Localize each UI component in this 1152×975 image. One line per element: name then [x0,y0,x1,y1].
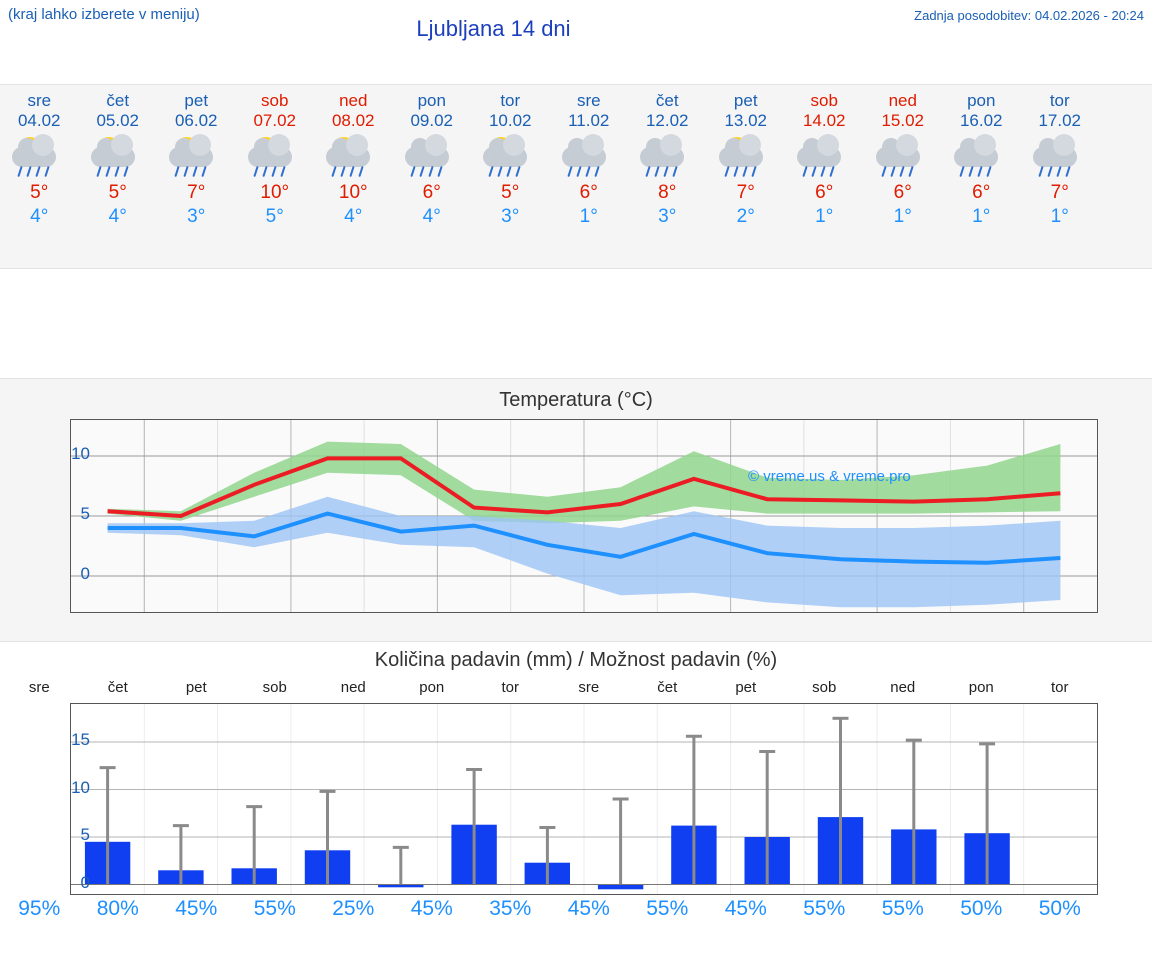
sun-cloud-rain-icon [707,133,786,181]
day-date: 07.02 [253,111,297,130]
temp-max-value: 6° [815,182,834,203]
precipitation-probability-value: 55% [803,897,846,920]
temp-max-value: 7° [736,182,755,203]
temp-min-value: 3° [658,206,677,227]
precipitation-y-tick-label: 0 [80,872,90,892]
daily-forecast-column [942,85,1021,268]
day-date: 12.02 [645,111,689,130]
day-date: 05.02 [96,111,140,130]
precipitation-probability-value: 95% [18,897,61,920]
daily-forecast-column [314,85,393,268]
day-date: 11.02 [568,111,610,130]
temp-min-value: 1° [1050,206,1069,227]
precipitation-day-label: ned [890,679,916,696]
page-title: Ljubljana 14 dni [416,16,571,41]
temp-max-value: 8° [658,182,677,203]
temp-max-value: 6° [972,182,991,203]
precipitation-day-label: pet [185,679,207,696]
temp-max-value: 7° [187,182,206,203]
day-date: 06.02 [174,111,218,130]
precipitation-y-tick-label: 5 [80,825,90,844]
day-name: pet [184,91,209,110]
temp-min-value: 5° [265,206,284,227]
day-date: 08.02 [331,111,375,130]
day-date: 17.02 [1038,111,1082,130]
precipitation-day-label: sob [812,679,837,696]
precipitation-day-label: sre [578,679,600,696]
temp-max-value: 7° [1050,182,1069,203]
day-date: 15.02 [881,111,925,130]
daily-forecast-column [864,85,943,268]
temperature-y-tick-label: 5 [80,504,90,523]
sun-cloud-rain-icon [157,133,236,181]
precipitation-probability-value: 55% [646,897,689,920]
daily-forecast-column [0,85,79,268]
daily-forecast-column [628,85,707,268]
precipitation-probability-value: 55% [253,897,296,920]
precipitation-y-tick-label: 15 [71,730,90,749]
sun-cloud-rain-icon [236,133,315,181]
temp-min-value: 1° [579,206,598,227]
last-update-label: Zadnja posodobitev: 04.02.2026 - 20:24 [914,8,1144,23]
temperature-chart [0,378,1152,642]
day-date: 13.02 [724,111,768,130]
header-bar [0,0,1152,80]
temperature-plot-area [70,419,1098,613]
temp-max-value: 10° [338,182,368,203]
cloud-rain-icon [393,133,472,181]
temp-min-value: 3° [187,206,206,227]
precipitation-probability-value: 35% [489,897,532,920]
temp-min-value: 4° [422,206,441,227]
cloud-rain-icon [1021,133,1100,181]
precipitation-day-label: tor [1050,679,1069,696]
daily-forecast-column [157,85,236,268]
sun-cloud-rain-icon [0,133,79,181]
cloud-rain-icon [785,133,864,181]
day-name: sre [27,91,52,110]
precipitation-probability-value: 45% [567,897,610,920]
daily-forecast-column [1021,85,1100,268]
cloud-rain-icon [550,133,629,181]
precipitation-day-label: tor [501,679,519,696]
temp-min-value: 1° [815,206,834,227]
watermark-label: © vreme.us & vreme.pro [748,468,911,485]
precipitation-probability-value: 45% [175,897,218,920]
menu-hint: (kraj lahko izberete v meniju) [8,6,200,23]
day-name: sre [576,91,601,110]
precipitation-probability-value: 55% [881,897,924,920]
day-name: ned [888,91,917,110]
temp-max-value: 5° [108,182,127,203]
temp-min-value: 1° [972,206,991,227]
precipitation-day-label: pon [968,679,994,696]
sun-cloud-rain-icon [314,133,393,181]
daily-forecast-column [393,85,472,268]
day-name: sob [261,91,289,110]
daily-forecast-strip [0,84,1152,269]
temp-min-value: 4° [30,206,49,227]
precipitation-probability-value: 45% [410,897,453,920]
daily-forecast-column [79,85,158,268]
day-name: pon [967,91,996,110]
day-name: pet [733,91,758,110]
daily-forecast-column [236,85,315,268]
daily-forecast-column [550,85,629,268]
precipitation-plot-area [70,703,1098,895]
temperature-y-tick-label: 0 [80,564,90,583]
precipitation-day-label: čet [107,679,128,696]
temp-max-value: 5° [501,182,520,203]
precipitation-day-label: pon [419,679,445,696]
day-date: 09.02 [410,111,454,130]
daily-forecast-column [785,85,864,268]
precipitation-chart-title: Količina padavin (mm) / Možnost padavin (%) [374,649,778,671]
precipitation-probability-value: 80% [96,897,139,920]
precipitation-y-tick-label: 10 [71,777,90,797]
temp-max-value: 6° [893,182,912,203]
precipitation-probability-value: 50% [960,897,1003,920]
sun-cloud-rain-icon [471,133,550,181]
day-name: čet [106,91,130,110]
temperature-chart-title: Temperatura (°C) [499,389,653,411]
cloud-rain-icon [864,133,943,181]
sun-cloud-rain-icon [79,133,158,181]
precipitation-probability-value: 25% [332,897,375,920]
temp-min-value: 3° [501,206,520,227]
daily-forecast-column [707,85,786,268]
temperature-y-tick-label: 10 [71,444,90,463]
temp-max-value: 6° [422,182,441,203]
daily-forecast-column [471,85,550,268]
cloud-rain-icon [628,133,707,181]
precipitation-day-labels [0,679,1152,701]
day-name: ned [339,91,368,110]
precipitation-probability-value: 45% [724,897,767,920]
precipitation-chart [0,645,1152,975]
day-name: tor [1049,91,1070,110]
temp-max-value: 10° [260,182,290,203]
precipitation-day-label: pet [735,679,757,696]
precipitation-day-label: čet [657,679,678,696]
day-date: 14.02 [802,111,846,130]
day-name: sob [810,91,838,110]
day-name: tor [500,91,521,110]
cloud-rain-icon [942,133,1021,181]
temp-min-value: 1° [893,206,912,227]
day-date: 16.02 [959,111,1003,130]
precipitation-probability-value: 50% [1038,897,1081,920]
temp-min-value: 4° [344,206,363,227]
temp-min-value: 2° [736,206,755,227]
day-name: pon [417,91,446,110]
precipitation-day-label: sob [262,679,287,696]
day-date: 04.02 [17,111,61,130]
temp-min-value: 4° [108,206,127,227]
day-date: 10.02 [488,111,532,130]
precipitation-day-label: ned [340,679,366,696]
day-name: čet [655,91,679,110]
precipitation-day-label: sre [28,679,50,696]
temp-max-value: 5° [30,182,49,203]
precipitation-probability-row [0,897,1152,921]
temp-max-value: 6° [579,182,598,203]
